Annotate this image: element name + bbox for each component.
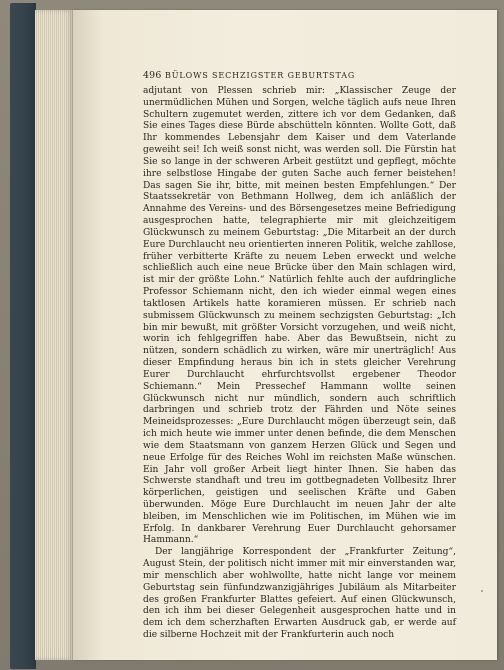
page-edges	[35, 10, 73, 660]
paragraph: adjutant von Plessen schrieb mir: „Klassischer Zeuge der unermüdlichen Mühen und Sorgen, welche täglich aufs neue Ihren Schultern zugemutet werden, zittere ich vor dem Gedanken, daß Sie eines Tages diese Bürde abschütteln könnten. Wollte Gott, daß Ihr kommendes Lebensjahr dem Kaiser und dem Vaterlande geweiht sei! Ich weiß sonst nicht, was werden soll. Die Fürstin hat Sie so lange in der schweren Arbeit gestützt und gepflegt, möchte ihre selbstlose Hingabe der guten Sache auch ferner beistehen! Das sagen Sie ihr, bitte, mit meinen besten Empfehlungen.“ Der Staatssekretär von Bethmann Hollweg, dem ich anläßlich der Annahme des Vereins- und des Börsengesetzes meine Befriedigung ausgesprochen hatte, telegraphierte mir mit gleichzeitigem Glückwunsch zu meinem Geburtstag: „Die Mitarbeit an der durch Eure Durchlaucht neu orientierten inneren Politik, welche zahllose, früher verbitterte Kräfte zu neuem Leben erweckt und welche schließlich auch eine neue Brücke über den Main schlagen wird, ist mir der größte Lohn.“ Natürlich fehlte auch der aufdringliche Professor Schiemann nicht, den ich wieder einmal wegen eines taktlosen Artikels hatte koramieren müssen. Er schrieb nach submissem Glückwunsch zu meinem sechzigsten Geburtstag: „Ich bin mir bewußt, mit größter Vorsicht vorzugehen, und weiß nicht, worin ich fehlgegriffen habe. Aber das Bewußtsein, nicht zu nützen, sondern schädlich zu wirken, wäre mir unerträglich! Aus dieser Empfindung heraus bin ich in stets gleicher Verehrung Eurer Durchlaucht ehrfurchtsvollst ergebener Theodor Schiemann.“ Mein Pressechef Hammann wollte seinen Glückwunsch nicht nur mündlich, sondern auch schriftlich darbringen und schrieb trotz der Fährden und Nöte seines Meineidsprozesses: „Eure Durchlaucht mögen überzeugt sein, daß ich mich heute wie immer unter denen befinde, die dem Menschen wie dem Staatsmann von ganzem Herzen Glück und Segen und neue Erfolge für des Reiches Wohl im reichsten Maße wünschen. Ein Jahr voll großer Arbeit liegt hinter Ihnen. Sie haben das Schwerste standhaft und treu im gottbegnadeten Vollbesitz Ihrer körperlichen, geistigen und seelischen Kräfte und Gaben überwunden. Möge Eure Durchlaucht im neuen Jahr der alte bleiben, im Menschlichen wie im Politischen, im Mühen wie im Erfolg. In dankbarer Verehrung Euer Durchlaucht gehorsamer Hammann.“	[143, 86, 456, 546]
paragraph: Der langjährige Korrespondent der „Frankfurter Zeitung“, August Stein, der politisch nicht immer mit mir einverstanden war, mir menschlich aber wohlwollte, hatte nicht lange vor meinem Geburtstag sein fünfundzwanzigjähriges Jubiläum als Mitarbeiter des großen Frankfurter Blattes gefeiert. Auf einen Glückwunsch, den ich ihm bei dieser Gelegenheit ausgesprochen hatte und in dem ich dem scherzhaften Erwarten Ausdruck gab, er werde auf die silberne Hochzeit mit der Frankfurterin auch noch	[143, 547, 456, 641]
page-speck	[481, 590, 483, 592]
running-title: BÜLOWS SECHZIGSTER GEBURTSTAG	[165, 71, 356, 80]
page-header	[143, 70, 443, 84]
body-text	[143, 86, 456, 642]
book-cover-spine	[10, 3, 36, 669]
page-number: 496	[143, 70, 162, 81]
